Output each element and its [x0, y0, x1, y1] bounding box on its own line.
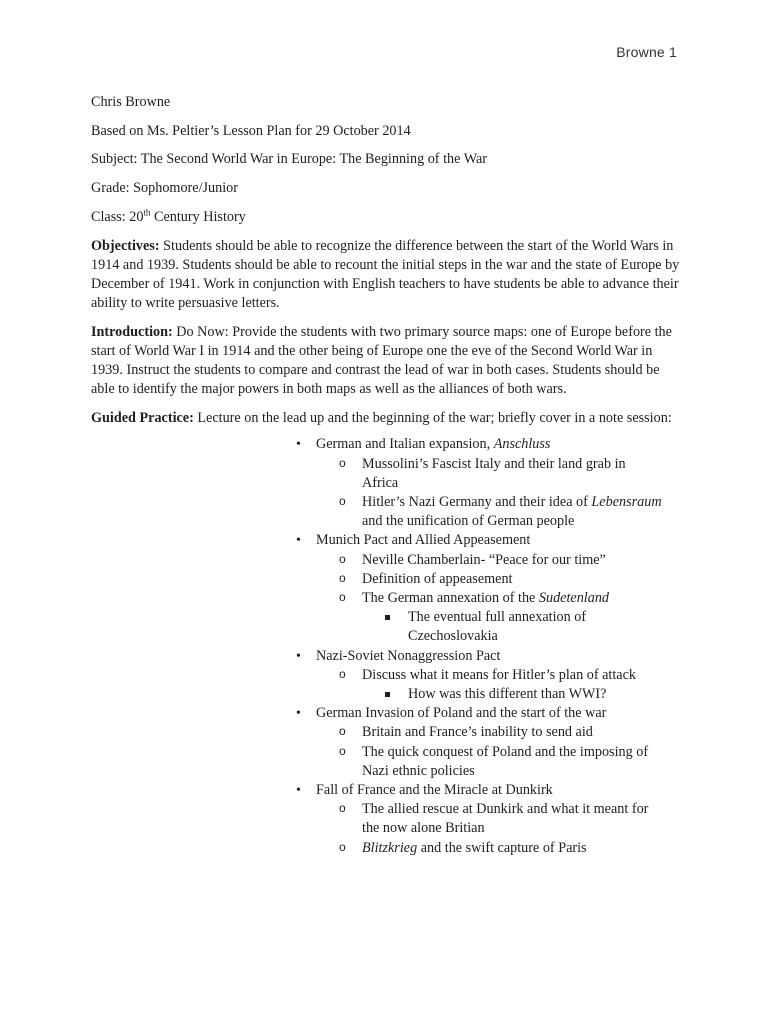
outline-subitems [316, 551, 681, 647]
outline-subitems [316, 800, 681, 858]
outline-subitem: o Neville Chamberlain- “Peace for our time” [316, 551, 681, 570]
subject-line: Subject: The Second World War in Europe: The Beginning of the War [91, 151, 487, 168]
outline-subitem: o The German annexation of the Sudetenland The eventual full annexation of Czechoslovakia [316, 589, 681, 647]
class-line [91, 208, 681, 227]
objectives-paragraph [91, 237, 681, 314]
outline-subitems [316, 666, 681, 704]
introduction-text: Do Now: Provide the students with two primary source maps: one of Europe before the start of World War I in 1914 and the other being of Europe one the eve of the Second World War in 1939. Instruct the students to compare and contrast the lead of war in both cases. Students should be able to identify the major powers in both maps as well as the alliances of both wars. [91, 323, 672, 398]
outline-item-text: • Nazi-Soviet Nonaggression Pact [316, 647, 501, 664]
outline-subitem: o Discuss what it means for Hitler’s plan of attack How was this different than WWI? [316, 666, 681, 704]
class-superscript: th [143, 207, 151, 218]
outline-item-text: • German Invasion of Poland and the start of the war [316, 705, 607, 722]
objectives-label: Objectives: [91, 237, 160, 254]
outline-item-text: • Munich Pact and Allied Appeasement [316, 532, 531, 549]
guided-practice-text: Lecture on the lead up and the beginning of the war; briefly cover in a note session: [193, 410, 672, 427]
guided-practice-paragraph [91, 409, 681, 428]
outline-item-text: • Fall of France and the Miracle at Dunkirk [316, 782, 553, 798]
guided-practice-label: Guided Practice: [91, 410, 194, 427]
outline-subitem: o Blitzkrieg and the swift capture of Paris [316, 839, 681, 858]
outline-subitem: o Britain and France’s inability to send aid [316, 723, 681, 742]
outline-subitem: o The quick conquest of Poland and the imposing of Nazi ethnic policies [316, 743, 681, 781]
outline-subitems [316, 723, 681, 781]
introduction-paragraph [91, 323, 681, 400]
outline-subitem: o The allied rescue at Dunkirk and what it meant for the now alone Britian [316, 800, 681, 838]
outline-item-text: • German and Italian expansion, Anschluss [316, 436, 551, 453]
outline-subsubitem: The eventual full annexation of Czechoslovakia [362, 608, 681, 646]
outline-subsubitems [362, 685, 681, 704]
outline-subitems [316, 455, 681, 532]
outline-subsubitems [362, 608, 681, 646]
outline-subsubitem: How was this different than WWI? [362, 685, 681, 704]
outline-item [91, 531, 681, 646]
author-name: Chris Browne [91, 94, 171, 110]
outline-item [91, 435, 681, 531]
outline-subitem: o Mussolini’s Fascist Italy and their land grab in Africa [316, 455, 681, 493]
running-head: Browne 1 [616, 44, 677, 60]
outline-subitem: o Hitler’s Nazi Germany and their idea of Lebensraum and the unification of German people [316, 493, 681, 531]
outline-item [91, 647, 681, 705]
introduction-label: Introduction: [91, 323, 173, 340]
outline-subitem: o Definition of appeasement [316, 570, 681, 589]
lecture-outline [91, 435, 681, 857]
objectives-text: Students should be able to recognize the difference between the start of the World Wars in 1914 and 1939. Students should be able to recount the initial steps in the war and the state of Europe by December of 1941. Work in conjunction with English teachers to have students be able to advance their ability to write persuasive letters. [91, 237, 680, 312]
outline-item [91, 704, 681, 781]
lesson-plan-body [91, 93, 681, 858]
class-suffix: Century History [150, 208, 246, 225]
class-prefix: Class: 20 [91, 208, 144, 225]
based-on-line: Based on Ms. Peltier’s Lesson Plan for 29 October 2014 [91, 122, 411, 139]
grade-line: Grade: Sophomore/Junior [91, 180, 238, 197]
outline-item [91, 781, 681, 858]
